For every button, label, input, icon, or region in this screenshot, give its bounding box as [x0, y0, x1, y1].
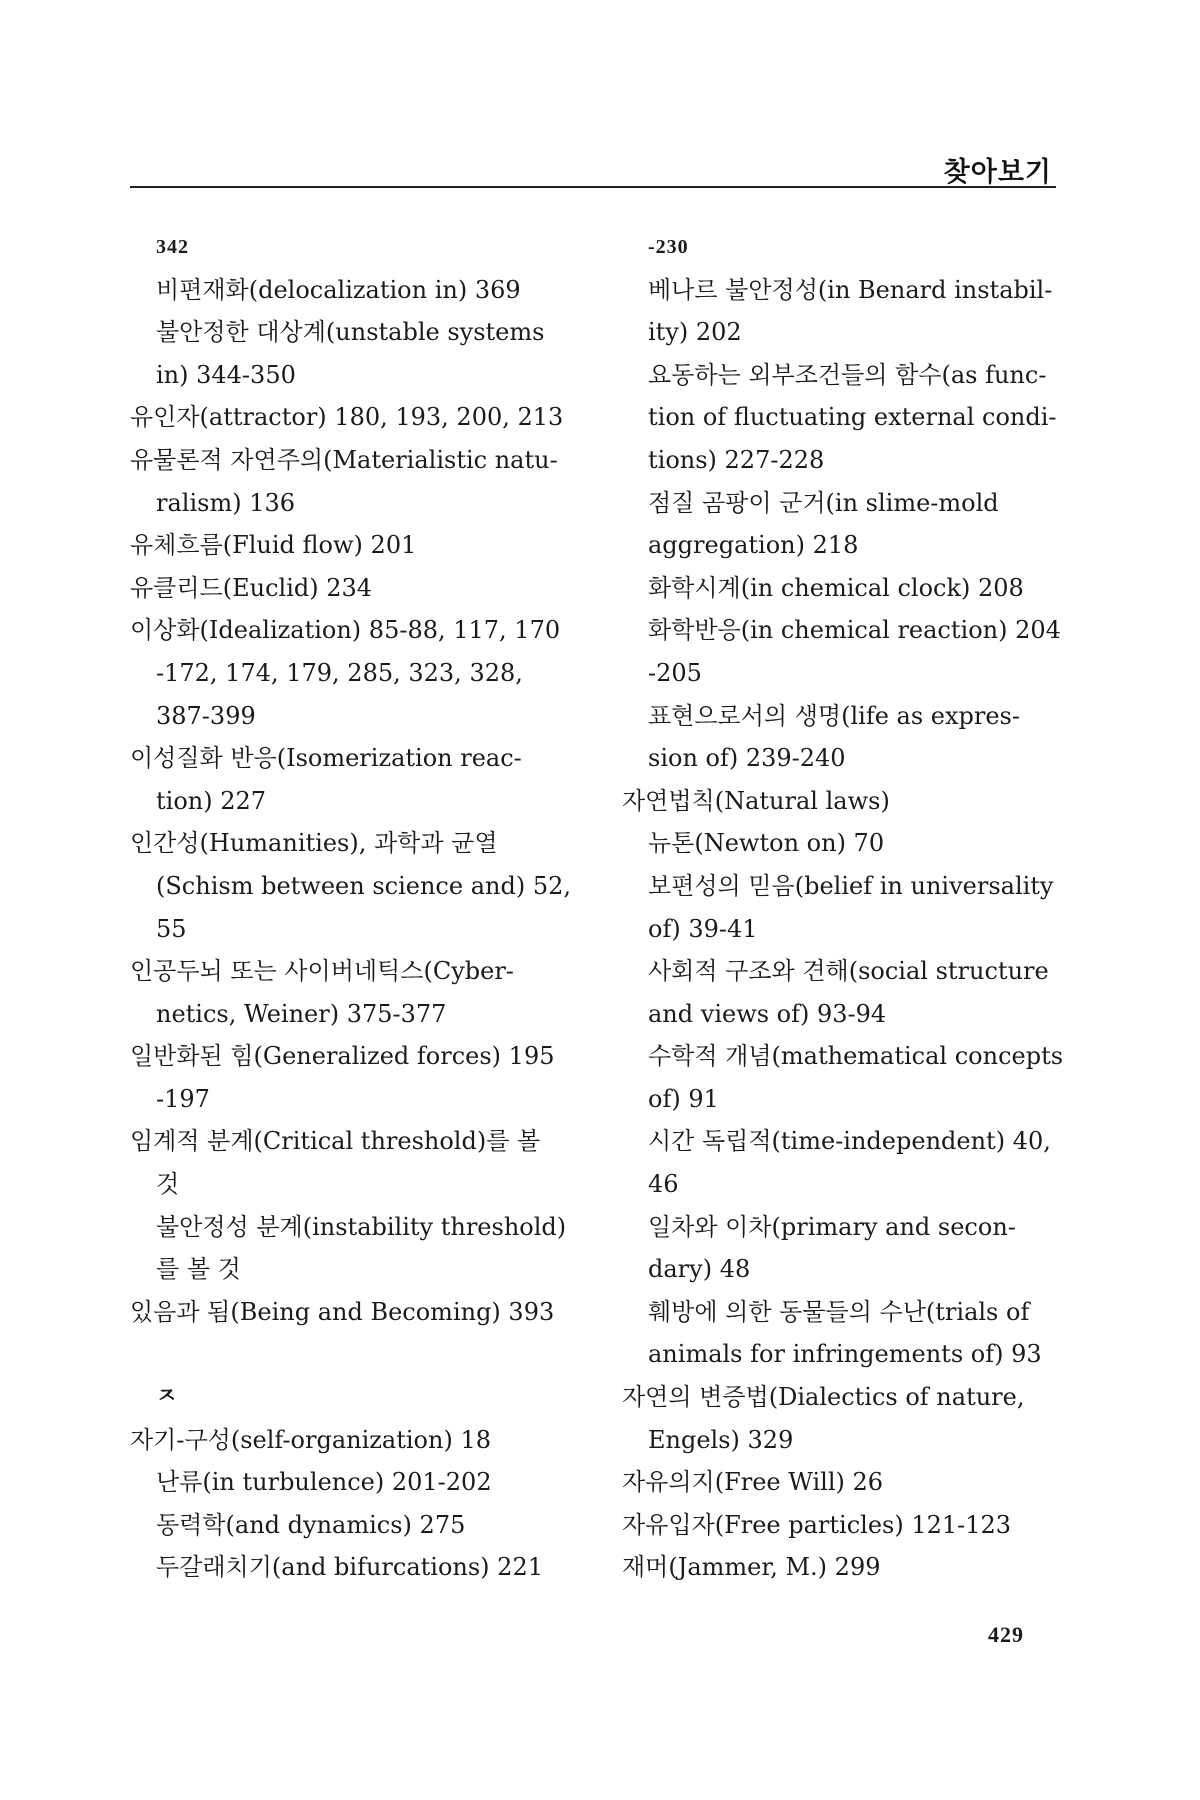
right-index-line: 표현으로서의 생명(life as expres-: [648, 701, 1020, 730]
right-index-line: 보편성의 믿음(belief in universality: [648, 871, 1054, 900]
left-index-line: 유체흐름(Fluid flow) 201: [130, 531, 417, 560]
right-index-line: 재머(Jammer, M.) 299: [622, 1553, 881, 1582]
right-index-line: 자연법칙(Natural laws): [622, 786, 890, 815]
index-column-left: [130, 226, 571, 1589]
left-index-line: ralism) 136: [156, 488, 296, 517]
left-index-line: 유클리드(Euclid) 234: [130, 573, 373, 602]
right-index-line: tions) 227-228: [648, 445, 825, 474]
right-index-line: dary) 48: [648, 1255, 751, 1284]
left-index-line: [130, 1333, 560, 1376]
right-index-line: 사회적 구조와 견해(social structure: [648, 957, 1049, 986]
right-index-line: 일차와 이차(primary and secon-: [648, 1212, 1016, 1241]
left-index-line: in) 344-350: [156, 360, 296, 389]
right-index-line: 화학반응(in chemical reaction) 204: [648, 616, 1061, 645]
right-index-line: and views of) 93-94: [648, 999, 887, 1028]
right-index-line: 요동하는 외부조건들의 함수(as func-: [648, 360, 1047, 389]
left-index-line: 이상화(Idealization) 85-88, 117, 170: [130, 616, 561, 645]
left-index-line: 동력학(and dynamics) 275: [156, 1510, 466, 1539]
left-index-line: 55: [156, 914, 187, 943]
page-number: 429: [988, 1622, 1024, 1647]
left-index-line: 342: [156, 236, 189, 258]
left-index-line: 인공두뇌 또는 사이버네틱스(Cyber-: [130, 957, 514, 986]
left-index-line: 임계적 분계(Critical threshold)를 볼: [130, 1127, 541, 1156]
left-index-line: -172, 174, 179, 285, 323, 328,: [156, 658, 523, 687]
right-index-line: of) 39-41: [648, 914, 758, 943]
left-index-line: 불안정한 대상계(unstable systems: [156, 318, 545, 347]
left-index-line: tion) 227: [156, 786, 267, 815]
left-index-line: 유물론적 자연주의(Materialistic natu-: [130, 445, 558, 474]
right-index-line: ity) 202: [648, 318, 742, 347]
left-index-line: 자기-구성(self-organization) 18: [130, 1425, 491, 1454]
right-index-line: 46: [648, 1170, 679, 1199]
left-index-line: 불안정성 분계(instability threshold): [156, 1212, 567, 1241]
running-header-title: 찾아보기: [943, 157, 1052, 188]
left-index-line: 것: [156, 1170, 180, 1199]
right-index-line: aggregation) 218: [648, 531, 859, 560]
left-index-line: 인간성(Humanities), 과학과 균열: [130, 829, 498, 858]
left-index-line: 유인자(attractor) 180, 193, 200, 213: [130, 403, 564, 432]
left-index-line: -197: [156, 1084, 210, 1113]
left-index-line: 두갈래치기(and bifurcations) 221: [156, 1553, 543, 1582]
right-index-line: -205: [648, 658, 702, 687]
right-index-line: of) 91: [648, 1084, 719, 1113]
right-index-line: 자유입자(Free particles) 121-123: [622, 1510, 1012, 1539]
left-index-line: netics, Weiner) 375-377: [156, 999, 447, 1028]
left-index-line: 이성질화 반응(Isomerization reac-: [130, 744, 522, 773]
right-index-line: animals for infringements of) 93: [648, 1340, 1042, 1369]
right-index-line: tion of fluctuating external condi-: [648, 403, 1057, 432]
left-index-line: 일반화된 힘(Generalized forces) 195: [130, 1042, 555, 1071]
header-rule: [130, 186, 1056, 188]
left-index-line: 를 볼 것: [156, 1255, 241, 1284]
right-index-line: Engels) 329: [648, 1425, 794, 1454]
index-column-right: [622, 226, 1064, 1589]
right-index-line: 수학적 개념(mathematical concepts: [648, 1042, 1064, 1071]
right-index-line: 화학시계(in chemical clock) 208: [648, 573, 1024, 602]
right-index-line: 베나르 불안정성(in Benard instabil-: [648, 275, 1053, 304]
right-index-line: 훼방에 의한 동물들의 수난(trials of: [648, 1297, 1030, 1326]
right-index-line: 점질 곰팡이 군거(in slime-mold: [648, 488, 999, 517]
right-index-line: 자유의지(Free Will) 26: [622, 1468, 884, 1497]
right-index-line: 시간 독립적(time-independent) 40,: [648, 1127, 1051, 1156]
left-index-line: ㅈ: [156, 1384, 178, 1410]
left-index-line: (Schism between science and) 52,: [156, 871, 571, 900]
right-index-line: 뉴톤(Newton on) 70: [648, 829, 885, 858]
left-index-line: 있음과 됨(Being and Becoming) 393: [130, 1297, 555, 1326]
left-index-line: 387-399: [156, 701, 256, 730]
right-index-line: -230: [648, 236, 689, 258]
left-index-line: 난류(in turbulence) 201-202: [156, 1468, 492, 1497]
right-index-line: sion of) 239-240: [648, 744, 846, 773]
right-index-line: 자연의 변증법(Dialectics of nature,: [622, 1383, 1025, 1412]
left-index-line: 비편재화(delocalization in) 369: [156, 275, 521, 304]
